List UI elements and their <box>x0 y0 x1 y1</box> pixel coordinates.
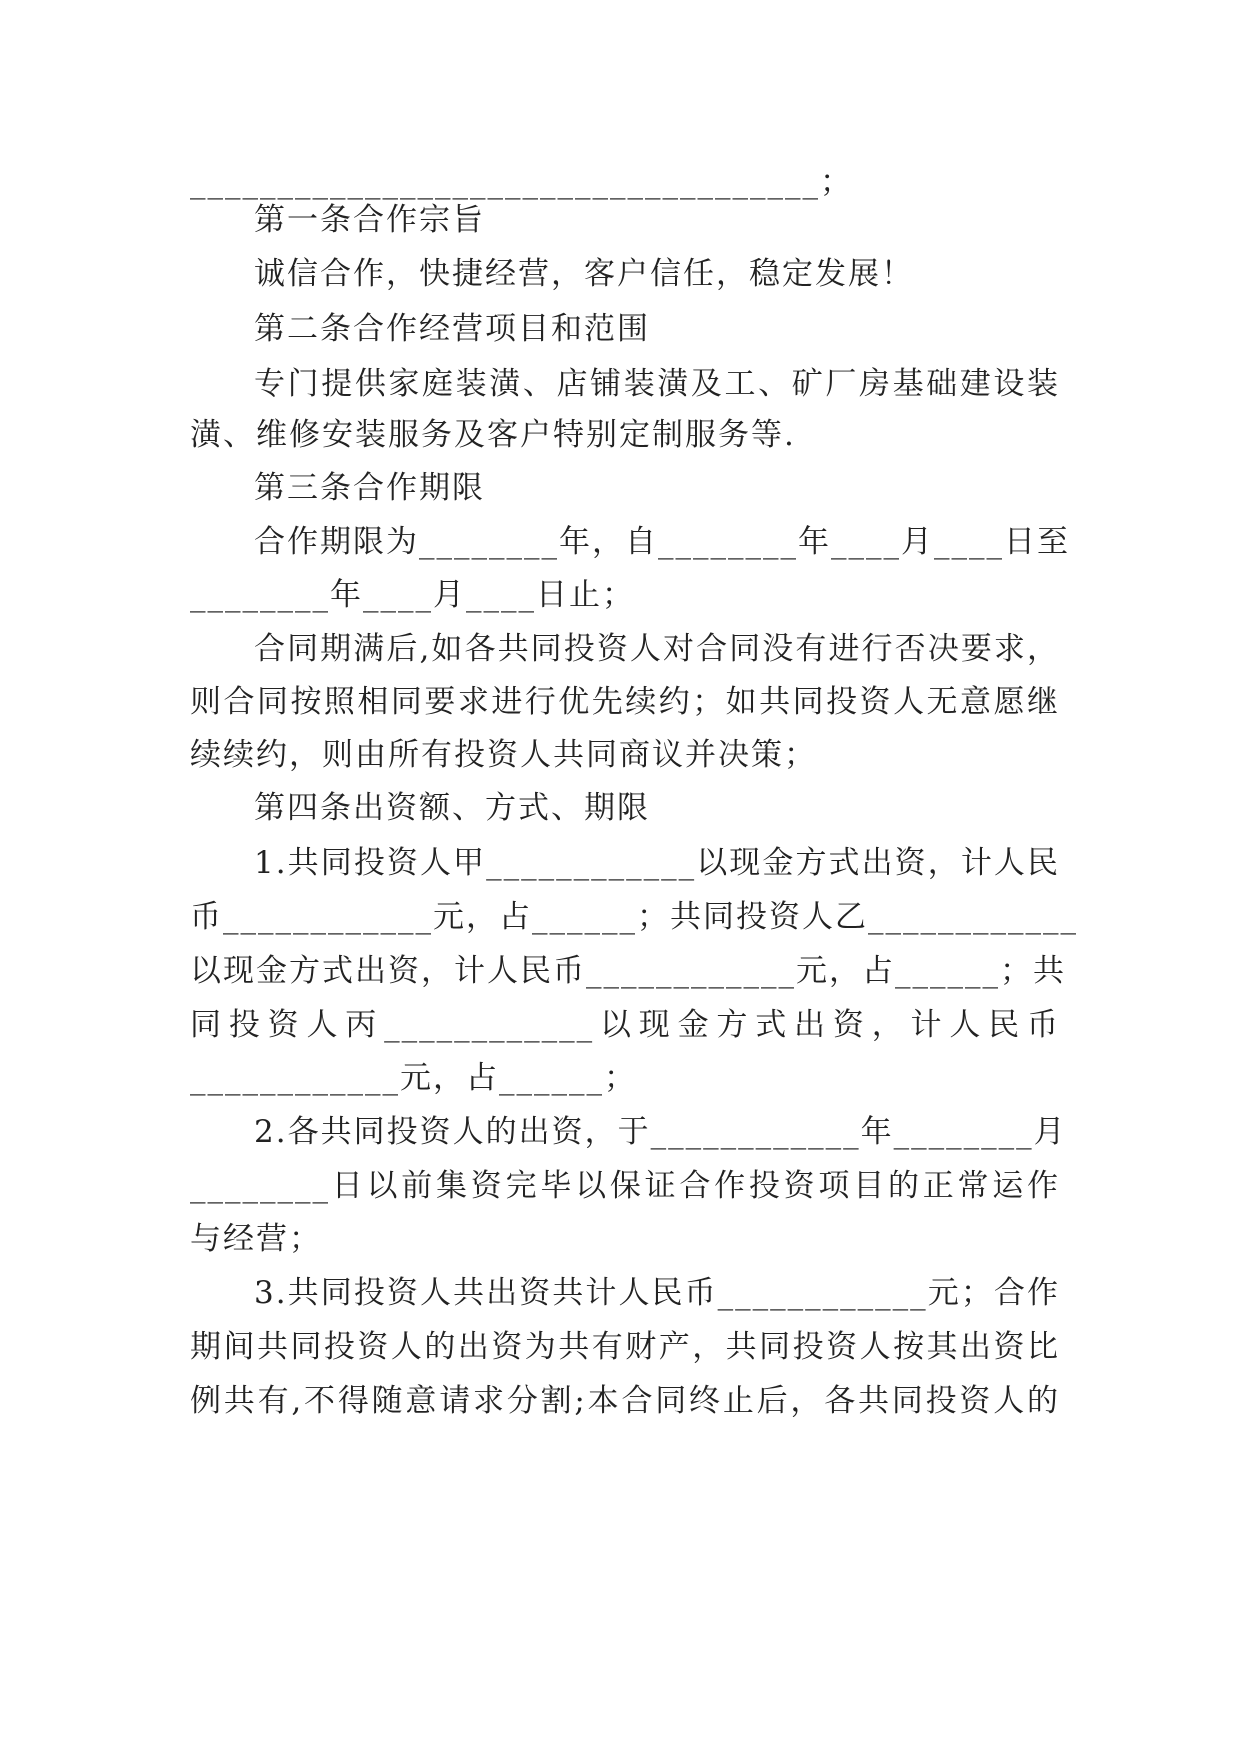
blank-line: ____________________________________； <box>190 164 853 200</box>
article-4-clause-3-line: 期间共同投资人的出资为共有财产，共同投资人按其出资比 <box>190 1329 1060 1365</box>
article-4-clause-2-line: 与经营； <box>190 1221 322 1257</box>
article-2-heading: 第二条合作经营项目和范围 <box>254 311 650 347</box>
article-4-clause-3-line: 例共有,不得随意请求分割;本合同终止后，各共同投资人的 <box>190 1383 1060 1419</box>
article-3-renewal-line: 续续约，则由所有投资人共同商议并决策； <box>190 737 817 773</box>
article-3-renewal-line: 合同期满后,如各共同投资人对合同没有进行否决要求， <box>254 631 1060 667</box>
article-4-clause-1-line: 1.共同投资人甲____________以现金方式出资，计人民 <box>254 845 1060 881</box>
article-4-clause-2-line: 2.各共同投资人的出资，于____________年________月 <box>254 1114 1067 1150</box>
article-3-heading: 第三条合作期限 <box>254 470 485 506</box>
article-1-body: 诚信合作，快捷经营，客户信任，稳定发展！ <box>254 256 914 292</box>
article-2-body-line: 专门提供家庭装潢、店铺装潢及工、矿厂房基础建设装 <box>254 366 1060 402</box>
article-4-clause-3-line: 3.共同投资人共出资共计人民币____________元；合作 <box>254 1275 1060 1311</box>
article-3-renewal-line: 则合同按照相同要求进行优先续约；如共同投资人无意愿继 <box>190 684 1060 720</box>
article-1-heading: 第一条合作宗旨 <box>254 202 485 238</box>
article-4-clause-1-line: 币____________元，占______；共同投资人乙____________ <box>190 899 1078 935</box>
article-4-clause-1-line: ____________元，占______； <box>190 1060 637 1096</box>
article-4-heading: 第四条出资额、方式、期限 <box>254 790 650 826</box>
article-3-term-line: 合作期限为________年，自________年____月____日至 <box>254 524 1070 560</box>
article-3-term-line: ________年____月____日止； <box>190 577 635 613</box>
article-4-clause-1-line: 同投资人丙____________以现金方式出资，计人民币 <box>190 1007 1060 1043</box>
article-2-body-line: 潢、维修安装服务及客户特别定制服务等. <box>190 417 796 453</box>
article-4-clause-2-line: ________日以前集资完毕以保证合作投资项目的正常运作 <box>190 1168 1060 1204</box>
article-4-clause-1-line: 以现金方式出资，计人民币____________元，占______；共 <box>190 953 1066 989</box>
